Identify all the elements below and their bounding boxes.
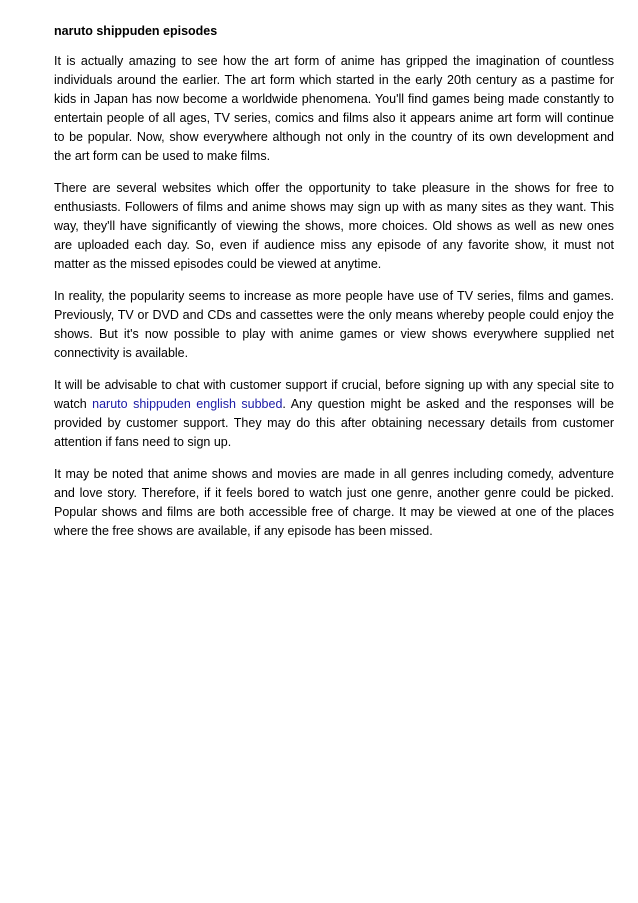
paragraph-4 (54, 376, 614, 452)
document-title: naruto shippuden episodes (54, 24, 218, 38)
paragraph-2: There are several websites which offer the opportunity to take pleasure in the shows for free to enthusiasts. Followers of films and anime shows may sign up with as many sites as they want. This way, they'll have significantly of viewing the shows, more choices. Old shows as well as new ones are uploaded each day. So, even if audience miss any episode of any favorite show, it must not matter as the missed episodes could be viewed at anytime. (54, 181, 614, 271)
naruto-english-subbed-link[interactable]: naruto shippuden english subbed (92, 397, 283, 411)
paragraph-1: It is actually amazing to see how the art form of anime has gripped the imagination of countless individuals around the earlier. The art form which started in the early 20th century as a pastime for kids in Japan has now become a worldwide phenomena. You'll find games being made constantly to entertain people of all ages, TV series, comics and films also it appears anime art form will continue to be popular. Now, show everywhere although not only in the country of its own development and the art form can be used to make films. (54, 54, 614, 163)
paragraph-4-text-before: It will be advisable to chat with customer support if crucial, before signing up with any special site to watch (54, 378, 614, 411)
paragraph-5: It may be noted that anime shows and movies are made in all genres including comedy, adventure and love story. Therefore, if it feels bored to watch just one genre, another genre could be picked. Popular shows and films are both accessible free of charge. It may be viewed at one of the places where the free shows are available, if any episode has been missed. (54, 467, 614, 538)
paragraph-3: In reality, the popularity seems to increase as more people have use of TV series, films and games. Previously, TV or DVD and CDs and cassettes were the only means whereby people could enjoy the shows. But it's now possible to play with anime games or view shows everywhere supplied net connectivity is available. (54, 289, 614, 360)
paragraph-4-text-after: . Any question might be asked and the responses will be provided by customer support. They may do this after obtaining necessary details from customer attention if fans need to sign up. (54, 397, 614, 449)
